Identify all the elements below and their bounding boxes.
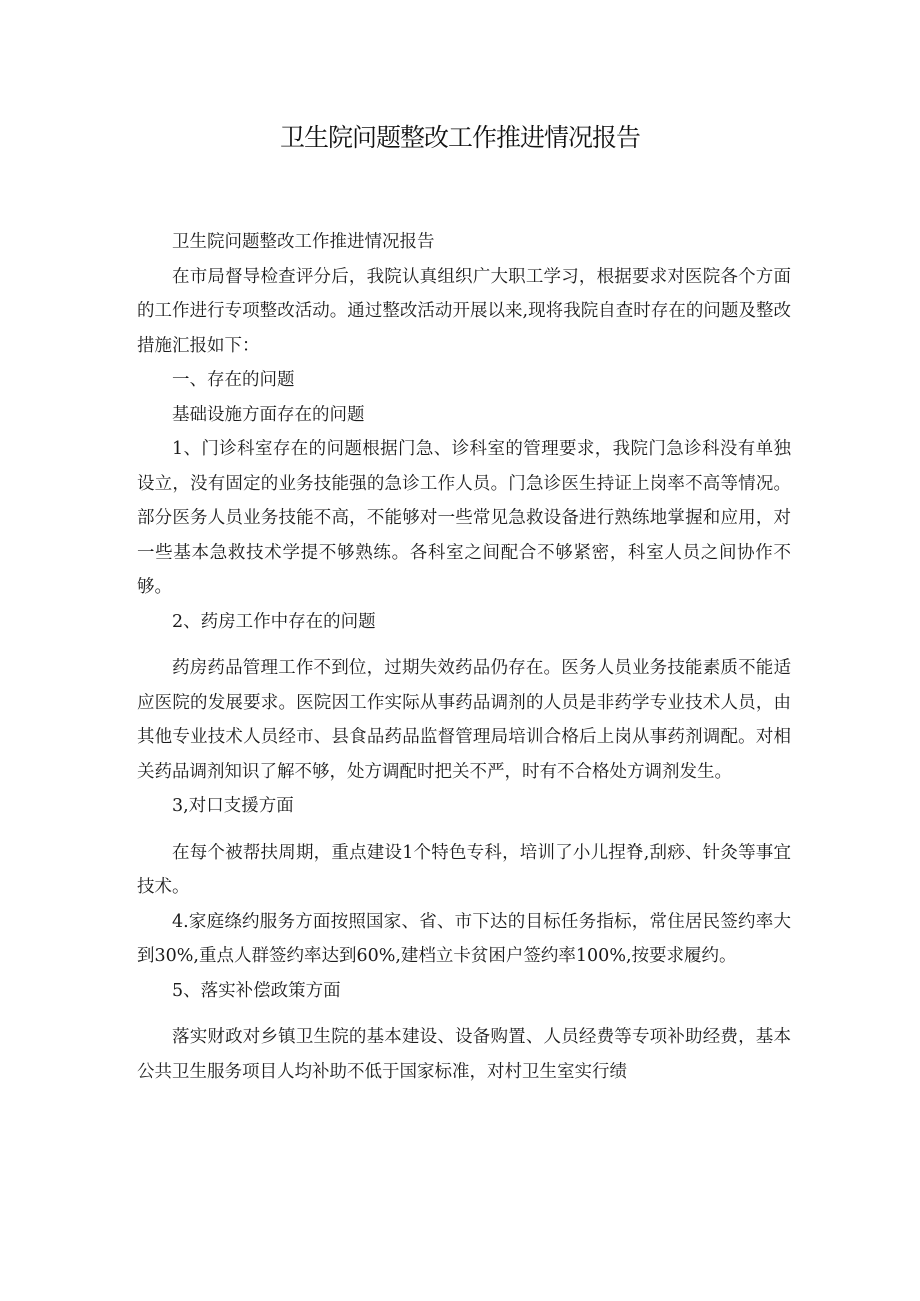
item-heading-support: 3,对口支援方面 [172, 796, 294, 816]
item-heading-compensation: 5、落实补偿政策方面 [172, 980, 341, 1001]
paragraph-family-doctor: 4.家庭绦约服务方面按照国家、省、市下达的目标任务指标，常住居民签约率大到30%,重点人群签约率达到60%,建档立卡贫困户签约率100%,按要求履约。 [137, 911, 791, 966]
paragraph-pharmacy: 药房药品管理工作不到位，过期失效药品仍存在。医务人员业务技能素质不能适应医院的发展要求。医院因工作实际从事药品调剂的人员是非药学专业技术人员，由其他专业技术人员经市、县食品药品监督管理局培训合格后上岗从事药剂调配。对相关药品调剂知识了解不够，处方调配时把关不严，时有不合格处方调剂发生。 [137, 658, 791, 782]
paragraph-support: 在每个被帮扶周期，重点建设1个特色专科，培训了小儿捏脊,刮痧、针灸等事宜技术。 [137, 842, 791, 897]
item-heading-pharmacy: 2、药房工作中存在的问题 [172, 611, 376, 632]
subsection-heading-infrastructure: 基础设施方面存在的问题 [172, 404, 365, 425]
paragraph-outpatient: 1、门诊科室存在的问题根据门急、诊科室的管理要求，我院门急诊科没有单独设立，没有固定的业务技能强的急诊工作人员。门急诊医生持证上岗率不高等情况。部分医务人员业务技能不高，不能够对一些常见急救设备进行熟练地掌握和应用，对一些基本急救技术学提不够熟练。各科室之间配合不够紧密，科室人员之间协作不够。 [137, 439, 791, 597]
paragraph-compensation: 落实财政对乡镇卫生院的基本建设、设备购置、人员经费等专项补助经费，基本公共卫生服务项目人均补助不低于国家标准，对村卫生室实行绩 [137, 1027, 791, 1082]
paragraph-intro: 在市局督导检查评分后，我院认真组织广大职工学习，根据要求对医院各个方面的工作进行专项整改活动。通过整改活动开展以来,现将我院自查时存在的问题及整改措施汇报如下： [137, 266, 791, 356]
document-title: 卫生院问题整改工作推进情况报告 [279, 123, 640, 152]
document-body [137, 225, 791, 1089]
paragraph-subtitle: 卫生院问题整改工作推进情况报告 [172, 232, 435, 252]
section-heading-problems: 一、存在的问题 [172, 370, 295, 390]
